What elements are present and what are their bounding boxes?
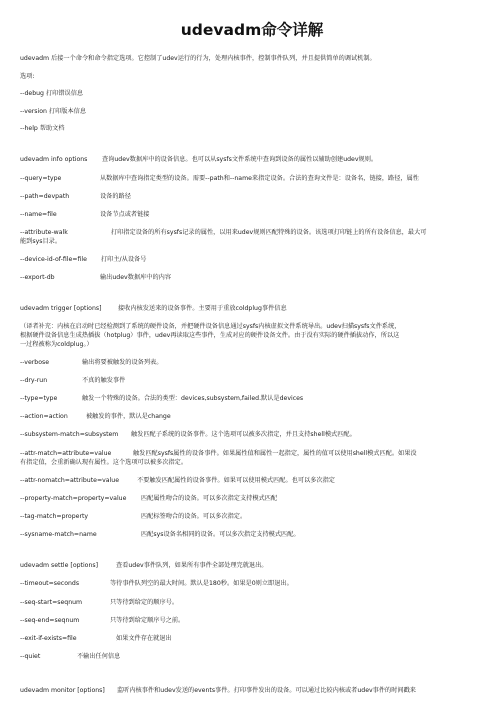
settle-option-exit-if-exists [20, 634, 486, 644]
option-name: --quiet [20, 653, 41, 660]
option-name: --seq-start=seqnum [20, 599, 83, 606]
options-heading: 选项: [20, 73, 35, 80]
option-name: --action=action [20, 413, 68, 420]
option-desc: 如果文件存在就退出 [116, 635, 172, 642]
option-name: --export-db [20, 274, 55, 281]
option-desc: 触发一个特殊的设备。合法的类型：devices,subsystem,failed.默认是devices [82, 395, 304, 402]
option-name: --device-id-of-file=file [20, 256, 87, 263]
info-option-device-id [20, 255, 486, 265]
option-desc: 输出udev数据库中的内容 [100, 274, 172, 281]
option-desc: 触发匹配子系统的设备事件。这个选项可以被多次指定，并且支持shell模式匹配。 [131, 431, 356, 438]
trigger-option-property-match [20, 494, 486, 504]
settle-option-seq-start [20, 598, 486, 608]
info-heading-cmd: udevadm info options [20, 156, 88, 163]
option-desc: 匹配sys设备名相同的设备。可以多次指定支持模式匹配。 [141, 531, 300, 538]
option-name: --attribute-walk [20, 229, 68, 236]
option-name: --name=file [20, 211, 57, 218]
option-name: --verbose [20, 359, 50, 366]
trigger-option-sysname-match [20, 530, 486, 540]
settle-heading-cmd: udevadm settle [options] [20, 562, 99, 569]
trigger-option-attr-match-cont: 有指定值，会重新确认现有属性。这个选项可以被多次指定。 [20, 459, 188, 466]
trigger-option-attr-nomatch [20, 476, 486, 486]
trigger-heading-desc: 接收内核发送来的设备事件。主要用于重放coldplug事件信息 [118, 305, 287, 312]
trigger-option-dry-run [20, 376, 486, 386]
option-name: --query=type [20, 175, 62, 182]
trigger-note-line-2: 根据硬件设备信息生成热插拔（hotplug）事件，udev再读取这些事件，生成对应的硬件设备文件。由于没有实际的硬件插拔动作，所以这 [20, 332, 400, 339]
option-desc: 不要触发匹配属性的设备事件。如果可以使用模式匹配。也可以多次指定 [137, 477, 335, 484]
option-name: --subsystem-match=subsystem [20, 431, 119, 438]
option-desc: 只等待到给定的顺序号。 [110, 599, 179, 606]
option-desc: 设备的路径 [100, 193, 131, 200]
option-name: --sysname-match=name [20, 531, 97, 538]
option-debug: --debug 打印错误信息 [20, 90, 84, 97]
option-name: --attr-match=attribute=value [20, 450, 112, 457]
trigger-option-verbose [20, 358, 486, 368]
monitor-heading-desc: 监听内核事件和udev发送的events事件。打印事件发出的设备。可以通过比较内核或者udev事件的时间戳来 [117, 687, 416, 694]
option-version: --version 打印版本信息 [20, 108, 87, 115]
option-desc: 不输出任何信息 [77, 653, 121, 660]
option-desc: 打印指定设备的所有sysfs记录的属性，以用来udev规则匹配特殊的设备。该选项打印链上的所有设备信息，最大可 [111, 229, 427, 236]
monitor-heading-cmd: udevadm monitor [options] [20, 687, 105, 694]
option-name: --attr-nomatch=attribute=value [20, 477, 120, 484]
option-name: --exit-if-exists=file [20, 635, 77, 642]
option-desc: 只等待到给定顺序号之前。 [110, 617, 185, 624]
option-desc: 打印主/从设备号 [101, 256, 147, 263]
option-name: --seq-end=seqnum [20, 617, 80, 624]
option-name: --timeout=seconds [20, 580, 80, 587]
option-desc: 输出将要被触发的设备列表。 [82, 359, 163, 366]
option-help: --help 帮助文档 [20, 125, 65, 132]
settle-option-timeout [20, 579, 486, 589]
trigger-heading [20, 304, 486, 314]
trigger-note-line-1: （译者补充：内核在启动时已经检测到了系统的硬件设备，并把硬件设备信息通过sysfs内核虚拟文件系统导出。udev扫描sysfs文件系统， [20, 323, 401, 330]
option-desc: 不真的触发事件 [82, 377, 126, 384]
settle-option-seq-end [20, 616, 486, 626]
option-desc: 设备节点或者链接 [100, 211, 150, 218]
intro-text: udevadm 后接一个命令和命令指定选项。它控制了udev运行的行为，处理内核事件，控制事件队列，并且提供简单的调试机制。 [20, 55, 376, 62]
option-name: --tag-match=property [20, 513, 89, 520]
info-option-query [20, 174, 486, 184]
option-name: --property-match=property=value [20, 495, 127, 502]
option-desc: 匹配标签吻合的设备。可以多次指定。 [141, 513, 247, 520]
monitor-heading [20, 686, 486, 696]
option-name: --path=devpath [20, 193, 70, 200]
settle-option-quiet [20, 652, 486, 662]
trigger-option-tag-match [20, 512, 486, 522]
option-desc: 被触发的事件，默认是change [86, 413, 171, 420]
info-heading [20, 155, 486, 165]
option-name: --dry-run [20, 377, 48, 384]
trigger-heading-cmd: udevadm trigger [options] [20, 305, 102, 312]
trigger-note-line-3: 一过程被称为coldplug。） [20, 341, 93, 348]
option-desc: 从数据库中查询指定类型的设备。需要--path和--name来指定设备。合法的查询文件是：设备名，链接，路径，属性 [100, 175, 419, 182]
option-desc: 匹配属性吻合的设备。可以多次指定支持模式匹配 [141, 495, 278, 502]
trigger-option-action [20, 412, 486, 422]
trigger-option-type [20, 394, 486, 404]
option-name: --type=type [20, 395, 58, 402]
page-title: udevadm命令详解 [180, 21, 324, 39]
info-option-export-db [20, 273, 486, 283]
option-desc: 触发匹配sysfs属性的设备事件。如果属性值和属性一起指定，属性的值可以使用shell模式匹配。如果没 [133, 450, 417, 457]
info-option-path [20, 192, 486, 202]
info-option-name [20, 210, 486, 220]
settle-heading-desc: 查看udev事件队列，如果所有事件全部处理完就退出。 [116, 562, 268, 569]
settle-heading [20, 561, 486, 571]
info-heading-desc: 查询udev数据库中的设备信息。也可以从sysfs文件系统中查询到设备的属性以辅助创建udev规则。 [102, 156, 378, 163]
option-desc: 等待事件队列空的最大时间。默认是180秒。如果是0则立即退出。 [110, 580, 293, 587]
info-option-attribute-walk-cont: 能到sys目录。 [20, 238, 62, 245]
trigger-option-subsystem-match [20, 430, 486, 440]
